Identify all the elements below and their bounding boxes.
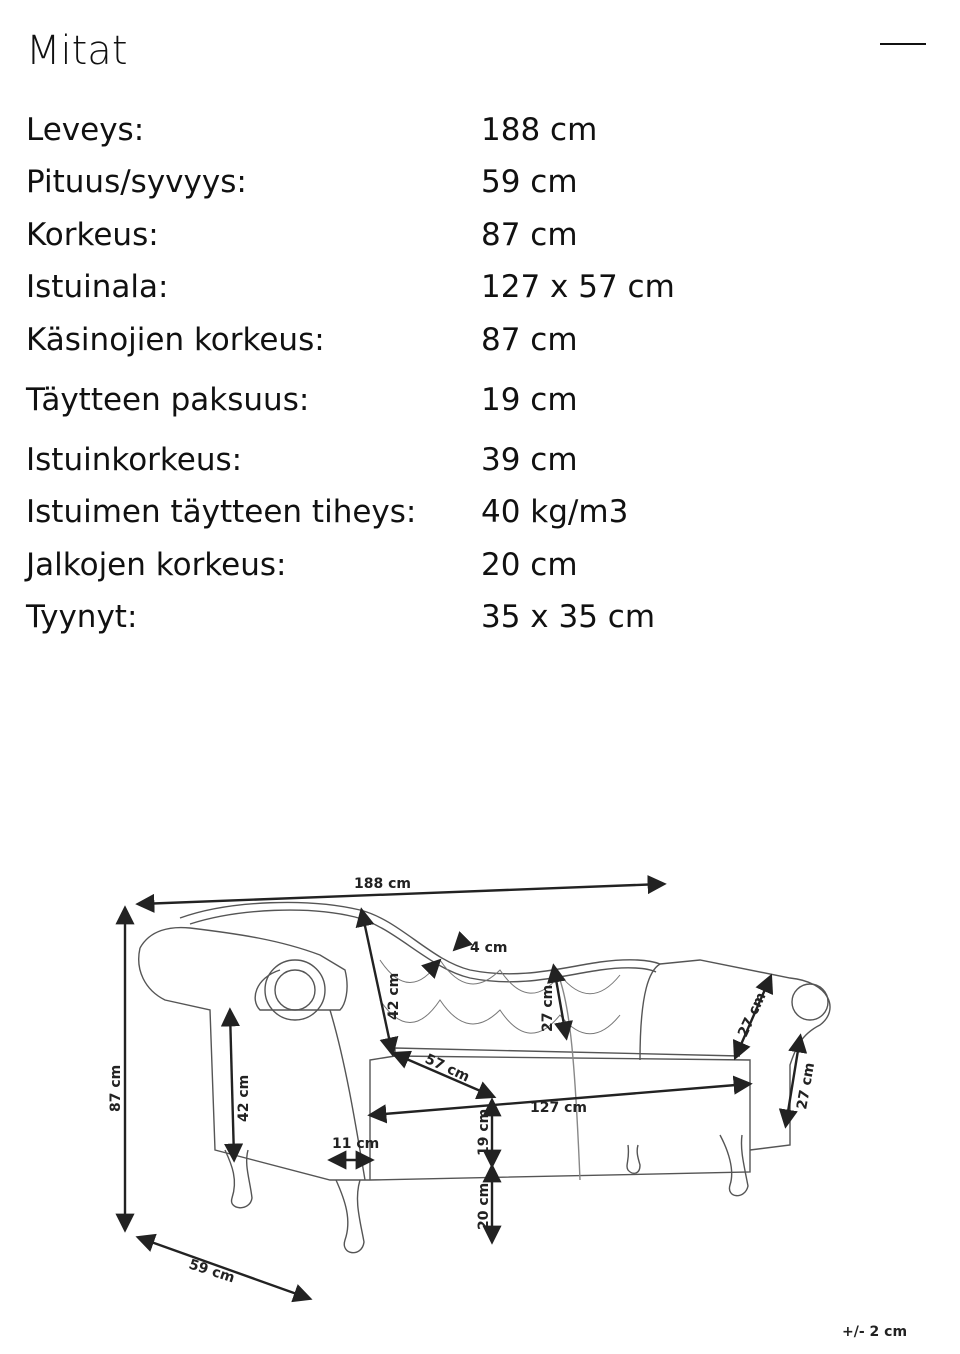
spec-row-padding-thickness <box>26 382 926 426</box>
spec-value: 59 cm <box>481 164 578 200</box>
dim-label-seat-depth: 57 cm <box>422 1051 472 1086</box>
spec-value: 35 x 35 cm <box>481 599 656 635</box>
spec-label: Tyynyt: <box>26 599 138 635</box>
spec-label: Korkeus: <box>26 217 159 253</box>
spec-row-cushions <box>26 599 926 643</box>
spec-label: Istuinala: <box>26 269 169 305</box>
dim-label-armrest-right-top: 27 cm <box>735 990 770 1040</box>
dim-label-backrest-thickness: 4 cm <box>470 940 508 956</box>
spec-row-depth <box>26 164 926 208</box>
spec-label: Jalkojen korkeus: <box>26 547 287 583</box>
dim-label-armrest-width: 11 cm <box>332 1136 380 1152</box>
spec-row-height <box>26 217 926 261</box>
spec-value: 188 cm <box>481 112 598 148</box>
minus-icon <box>880 43 926 45</box>
dim-label-backrest-height-left: 42 cm <box>386 972 402 1020</box>
spec-value: 20 cm <box>481 547 578 583</box>
dimension-diagram <box>0 860 960 1354</box>
spec-row-foam-density <box>26 494 926 538</box>
dim-label-width: 188 cm <box>354 876 411 892</box>
spec-label: Leveys: <box>26 112 145 148</box>
dim-label-armrest-right-side: 27 cm <box>794 1061 819 1111</box>
dim-label-leg-height: 20 cm <box>476 1182 492 1230</box>
spec-value: 39 cm <box>481 442 578 478</box>
collapse-button[interactable] <box>872 30 932 60</box>
section-title: Mitat <box>26 28 128 74</box>
spec-row-leg-height <box>26 547 926 591</box>
spec-row-seat-area <box>26 269 926 313</box>
spec-label: Istuinkorkeus: <box>26 442 243 478</box>
spec-value: 40 kg/m3 <box>481 494 629 530</box>
dim-label-height: 87 cm <box>108 1064 124 1112</box>
spec-value: 87 cm <box>481 217 578 253</box>
dim-label-backrest-height-right: 27 cm <box>540 984 556 1032</box>
dim-label-seat-width: 127 cm <box>530 1100 587 1116</box>
spec-value: 127 x 57 cm <box>481 269 675 305</box>
chaise-longue-drawing <box>0 860 960 1354</box>
spec-row-armrest-height <box>26 322 926 366</box>
spec-label: Käsinojien korkeus: <box>26 322 325 358</box>
spec-value: 19 cm <box>481 382 578 418</box>
section-header <box>0 0 960 100</box>
dim-label-armrest-left-height: 42 cm <box>236 1074 252 1122</box>
spec-row-seat-height <box>26 442 926 486</box>
dim-label-depth: 59 cm <box>186 1256 237 1287</box>
spec-value: 87 cm <box>481 322 578 358</box>
spec-label: Täytteen paksuus: <box>26 382 310 418</box>
dim-label-cushion-thickness: 19 cm <box>476 1108 492 1156</box>
tolerance-note: +/- 2 cm <box>842 1324 908 1340</box>
spec-row-width <box>26 112 926 156</box>
spec-label: Istuimen täytteen tiheys: <box>26 494 417 530</box>
spec-label: Pituus/syvyys: <box>26 164 247 200</box>
